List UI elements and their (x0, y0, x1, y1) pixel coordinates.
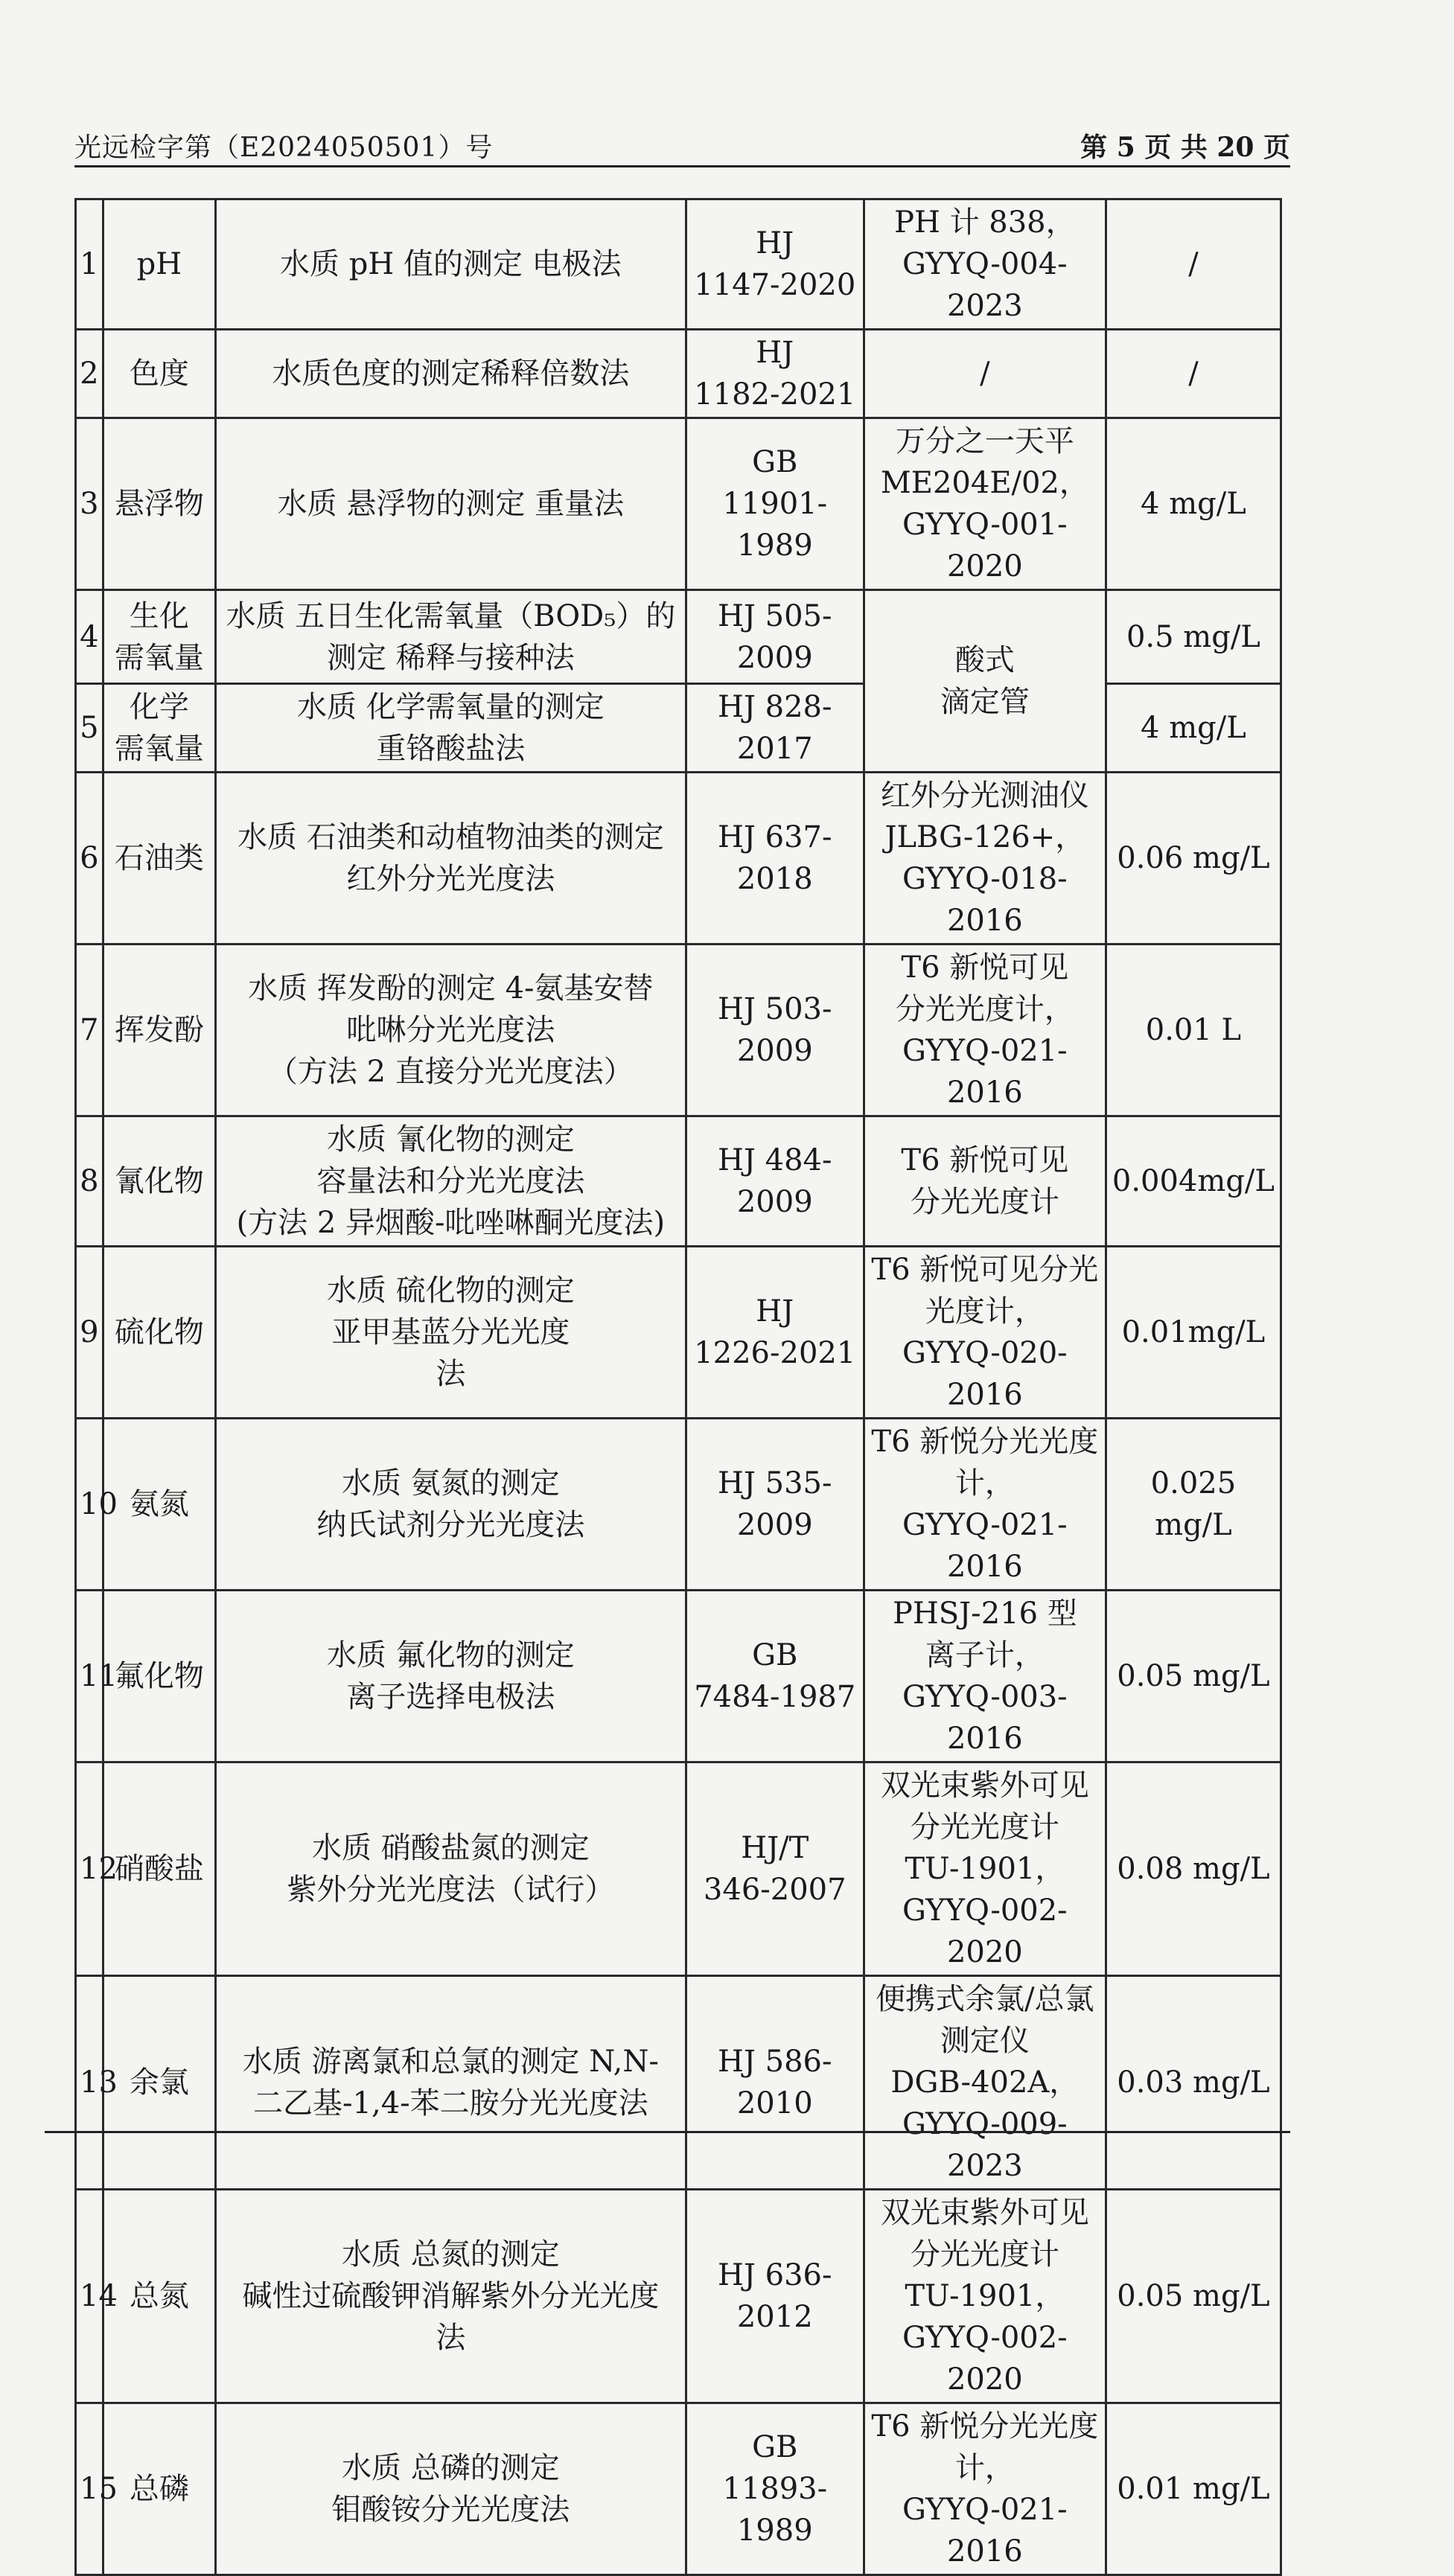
instrument: T6 新悦分光光度 计， GYYQ-021-2016 (864, 2403, 1106, 2575)
table-row (76, 330, 1281, 418)
test-item: pH (103, 199, 215, 330)
detection-limit: 4 mg/L (1106, 684, 1281, 773)
row-number: 4 (76, 590, 103, 684)
detection-limit: 0.01 mg/L (1106, 2403, 1281, 2575)
test-method: 水质 化学需氧量的测定 重铬酸盐法 (216, 684, 686, 773)
standard-code: HJ 503-2009 (686, 945, 864, 1116)
instrument: / (864, 330, 1106, 418)
standard-code: GB 11901-1989 (686, 418, 864, 590)
table-row (76, 418, 1281, 590)
detection-limit: 0.08 mg/L (1106, 1762, 1281, 1976)
instrument: PH 计 838， GYYQ-004-2023 (864, 199, 1106, 330)
instrument: PHSJ-216 型 离子计， GYYQ-003-2016 (864, 1591, 1106, 1762)
test-item: 色度 (103, 330, 215, 418)
report-number: 光远检字第（E2024050501）号 (74, 132, 494, 163)
test-method: 水质 总磷的测定 钼酸铵分光光度法 (216, 2403, 686, 2575)
instrument: 红外分光测油仪 JLBG-126+， GYYQ-018-2016 (864, 773, 1106, 945)
test-item: 石油类 (103, 773, 215, 945)
detection-limit: / (1106, 199, 1281, 330)
test-method: 水质 氟化物的测定 离子选择电极法 (216, 1591, 686, 1762)
test-method: 水质 pH 值的测定 电极法 (216, 199, 686, 330)
test-method: 水质 悬浮物的测定 重量法 (216, 418, 686, 590)
standard-code: HJ 637-2018 (686, 773, 864, 945)
row-number: 13 (76, 1976, 103, 2190)
test-item: 硝酸盐 (103, 1762, 215, 1976)
detection-limit: 0.06 mg/L (1106, 773, 1281, 945)
header-divider (74, 165, 1290, 167)
detection-limit: 0.05 mg/L (1106, 1591, 1281, 1762)
detection-limit: 4 mg/L (1106, 418, 1281, 590)
test-method: 水质 五日生化需氧量（BOD₅）的 测定 稀释与接种法 (216, 590, 686, 684)
row-number: 12 (76, 1762, 103, 1976)
detection-limit: 0.01mg/L (1106, 1247, 1281, 1419)
detection-limit: 0.5 mg/L (1106, 590, 1281, 684)
row-number: 3 (76, 418, 103, 590)
table-row (76, 773, 1281, 945)
table-row (76, 945, 1281, 1116)
test-item: 氟化物 (103, 1591, 215, 1762)
instrument: T6 新悦可见 分光光度计， GYYQ-021-2016 (864, 945, 1106, 1116)
test-methods-table (74, 198, 1282, 2576)
footer-divider (45, 2131, 1290, 2133)
table-row (76, 1762, 1281, 1976)
test-item: 生化 需氧量 (103, 590, 215, 684)
detection-limit: 0.03 mg/L (1106, 1976, 1281, 2190)
instrument: 酸式 滴定管 (864, 590, 1106, 773)
instrument: T6 新悦可见分光 光度计， GYYQ-020-2016 (864, 1247, 1106, 1419)
test-item: 挥发酚 (103, 945, 215, 1116)
instrument: 便携式余氯/总氯 测定仪 DGB-402A， GYYQ-009-2023 (864, 1976, 1106, 2190)
table-row (76, 1116, 1281, 1247)
row-number: 9 (76, 1247, 103, 1419)
test-item: 化学 需氧量 (103, 684, 215, 773)
row-number: 10 (76, 1419, 103, 1591)
test-method: 水质 硝酸盐氮的测定 紫外分光光度法（试行） (216, 1762, 686, 1976)
standard-code: HJ 636-2012 (686, 2190, 864, 2403)
row-number: 1 (76, 199, 103, 330)
detection-limit: 0.01 L (1106, 945, 1281, 1116)
standard-code: HJ 1182-2021 (686, 330, 864, 418)
test-item: 氰化物 (103, 1116, 215, 1247)
page-number: 第 5 页 共 20 页 (1080, 132, 1290, 163)
page-header (74, 127, 1290, 164)
test-item: 总磷 (103, 2403, 215, 2575)
test-method: 水质 氰化物的测定 容量法和分光光度法 (方法 2 异烟酸-吡唑啉酮光度法) (216, 1116, 686, 1247)
test-method: 水质 总氮的测定 碱性过硫酸钾消解紫外分光光度 法 (216, 2190, 686, 2403)
instrument: 双光束紫外可见 分光光度计 TU-1901， GYYQ-002-2020 (864, 1762, 1106, 1976)
standard-code: HJ 586-2010 (686, 1976, 864, 2190)
test-item: 总氮 (103, 2190, 215, 2403)
detection-limit: 0.004mg/L (1106, 1116, 1281, 1247)
table-row (76, 1591, 1281, 1762)
detection-limit: / (1106, 330, 1281, 418)
table-row (76, 1247, 1281, 1419)
instrument: 双光束紫外可见 分光光度计 TU-1901， GYYQ-002-2020 (864, 2190, 1106, 2403)
table-row (76, 1976, 1281, 2190)
table-row (76, 2190, 1281, 2403)
standard-code: HJ 505-2009 (686, 590, 864, 684)
table-row (76, 590, 1281, 684)
row-number: 6 (76, 773, 103, 945)
instrument: T6 新悦分光光度 计， GYYQ-021-2016 (864, 1419, 1106, 1591)
standard-code: HJ 1226-2021 (686, 1247, 864, 1419)
standard-code: HJ 484-2009 (686, 1116, 864, 1247)
row-number: 7 (76, 945, 103, 1116)
instrument: T6 新悦可见 分光光度计 (864, 1116, 1106, 1247)
test-method: 水质色度的测定稀释倍数法 (216, 330, 686, 418)
test-method: 水质 硫化物的测定 亚甲基蓝分光光度 法 (216, 1247, 686, 1419)
test-item: 悬浮物 (103, 418, 215, 590)
row-number: 8 (76, 1116, 103, 1247)
detection-limit: 0.05 mg/L (1106, 2190, 1281, 2403)
table-row (76, 2403, 1281, 2575)
test-method: 水质 氨氮的测定 纳氏试剂分光光度法 (216, 1419, 686, 1591)
test-item: 余氯 (103, 1976, 215, 2190)
test-method: 水质 游离氯和总氯的测定 N,N- 二乙基-1,4-苯二胺分光光度法 (216, 1976, 686, 2190)
standard-code: HJ/T 346-2007 (686, 1762, 864, 1976)
row-number: 15 (76, 2403, 103, 2575)
row-number: 14 (76, 2190, 103, 2403)
detection-limit: 0.025 mg/L (1106, 1419, 1281, 1591)
standard-code: HJ 828-2017 (686, 684, 864, 773)
row-number: 2 (76, 330, 103, 418)
instrument: 万分之一天平 ME204E/02， GYYQ-001-2020 (864, 418, 1106, 590)
table-row (76, 199, 1281, 330)
row-number: 11 (76, 1591, 103, 1762)
test-method: 水质 挥发酚的测定 4-氨基安替 吡啉分光光度法 （方法 2 直接分光光度法） (216, 945, 686, 1116)
test-item: 硫化物 (103, 1247, 215, 1419)
standard-code: HJ 1147-2020 (686, 199, 864, 330)
row-number: 5 (76, 684, 103, 773)
test-method: 水质 石油类和动植物油类的测定 红外分光光度法 (216, 773, 686, 945)
standard-code: GB 7484-1987 (686, 1591, 864, 1762)
test-item: 氨氮 (103, 1419, 215, 1591)
standard-code: HJ 535-2009 (686, 1419, 864, 1591)
standard-code: GB 11893-1989 (686, 2403, 864, 2575)
table-row (76, 1419, 1281, 1591)
